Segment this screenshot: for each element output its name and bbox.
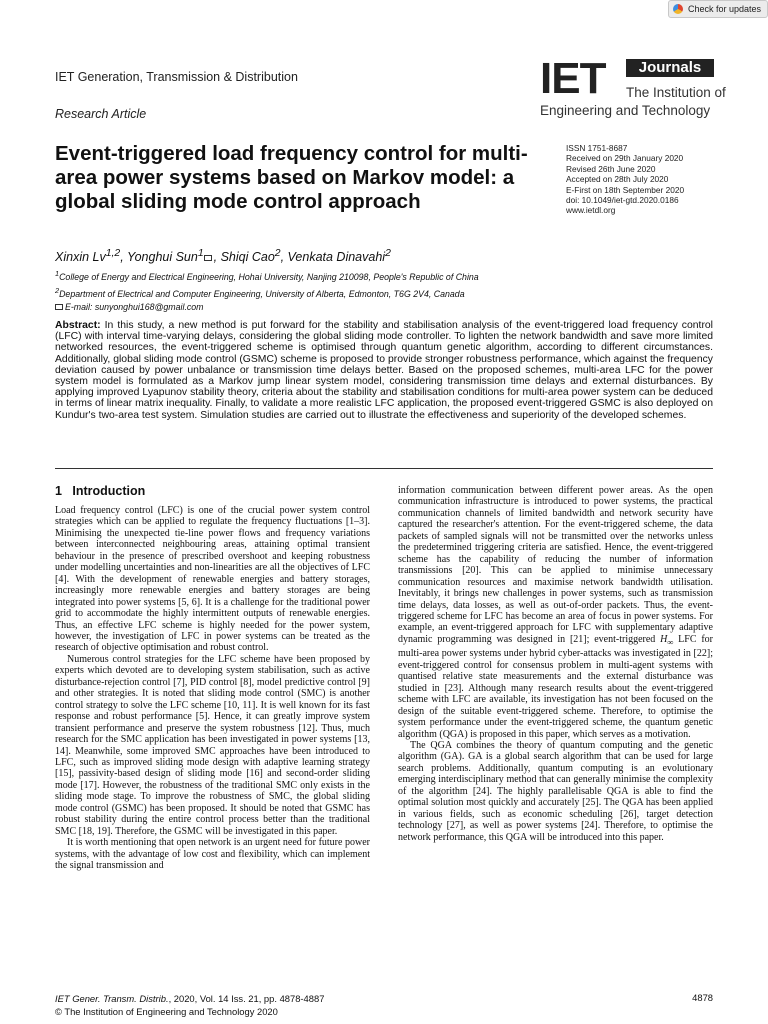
divider xyxy=(55,468,713,469)
body-column-right xyxy=(398,485,713,843)
author-affiliation-mark: 1,2 xyxy=(105,248,121,259)
section-title: Introduction xyxy=(72,484,146,498)
received-date: Received on 29th January 2020 xyxy=(566,153,684,164)
affiliations xyxy=(55,267,479,314)
check-for-updates-badge[interactable] xyxy=(668,0,768,18)
affiliation-mark: 1 xyxy=(55,269,60,278)
email[interactable]: E-mail: sunyonghui168@gmail.com xyxy=(65,301,204,312)
section-number: 1 xyxy=(55,484,62,498)
paragraph xyxy=(398,485,713,740)
affiliation-1: College of Energy and Electrical Engineering, Hohai University, Nanjing 210098, People's Republic of China xyxy=(59,271,479,282)
paragraph: Load frequency control (LFC) is one of the crucial power system control strategies which can be applied to regulate the frequency fluctuations [1–3]. Minimising the unexpected tie-line power flows and frequency variations between interconnected neighbouring areas, attaining optimal transient behaviour in the presence of prescribed overshoot and keeping robustness under modelling uncertainties and non-linearities are all the objectives of LFC [4]. With the development of renewable energies and battery storages, increasingly more renewable energies and battery storages are being integrated into power systems [5, 6]. It is a challenge for the traditional power grid to accommodate the highly intermittent outputs of renewable energies. Thus, an effective LFC scheme is highly needed for the power system, however, the investigation of LFC in power systems can be treated as the research of objective optimisation and robust control. xyxy=(55,505,370,654)
logo-journals-text: Journals xyxy=(626,59,714,77)
logo-institution-line2: Engineering and Technology xyxy=(540,103,711,118)
doi[interactable]: doi: 10.1049/iet-gtd.2020.0186 xyxy=(566,195,679,206)
affiliation-2: Department of Electrical and Computer Engineering, University of Alberta, Edmonton, T6G 2V4, Canada xyxy=(59,288,465,299)
abstract xyxy=(55,320,713,421)
abstract-text: In this study, a new method is put forward for the stability and stabilisation analysis of the event-triggered load frequency control (LFC) with interval time-varying delays, considering the global sliding mode controller. To lighten the network bandwidth and save more limited networked resources, the event-triggered scheme is optimised through quantum genetic algorithm, according to different circumstances. Additionally, global sliding mode control (GSMC) scheme is proposed to provide stronger robustness performance, which against the frequency deviation caused by power unbalance or transmission time delays better. Based on the proposed schemes, multi-area LFC for the power system model is formulated as a Markov jump linear system model, considering transmission time delays and external disturbances. By applying improved Lyapunov stability theory, criteria about the stability and stabilisation conditions for multi-area power system can be deduced in terms of linear matrix inequality. Finally, to validate a more realistic LFC application, the proposed event-triggered GSMC is also deployed on Kundur's two-area test system. Simulation studies are carried out to illustrate the effectiveness and superiority of the developed schemes. xyxy=(55,320,713,421)
paragraph: The QGA combines the theory of quantum computing and the genetic algorithm (GA). GA is a global search algorithm that can be used for large search problems. Additionally, quantum computing is an evolutionary emerging interdisciplinary method that can generally minimise the complexity of the algorithm [24]. The highly parallelisable QGA is able to find the optimal solution most quickly and accurately [25]. The QGA has been applied in various fields, such as economic scheduling [26], target detection technology [27], as well as power systems [24]. Therefore, to optimise the network performance, this QGA will be introduced into this paper. xyxy=(398,739,713,843)
paragraph-text: information communication between different power areas. As the open communication infrastructure is introduced to power systems, the practical communication channels of limited bandwidth and network security have captured the researcher's attention. For the event-triggered scheme, the data packets of sampled signals will not be transmitted over the networks unless the predetermined triggering criteria are satisfied. Hence, the event-triggered scheme has the capability of reducing the number of information transmissions [20]. This can be applied to minimise unnecessary communication resources and maximise network bandwidth utilisation. Inevitably, it brings new challenges in power systems, such as transmission time delays, data losses, as well as out-of-order packets. Thus, the event-triggered scheme for LFC has become an area of focus in power systems. For example, an event-triggered approach for LFC with supplementary adaptive dynamic programming was designed in [21]; event-triggered xyxy=(398,485,713,645)
mail-icon xyxy=(55,304,63,310)
logo-iet-text: IET xyxy=(540,54,606,103)
copyright: © The Institution of Engineering and Technology 2020 xyxy=(55,1006,278,1017)
author-affiliation-mark: 1 xyxy=(197,248,204,259)
check-for-updates-label: Check for updates xyxy=(688,4,762,14)
author-name: Yonghui Sun xyxy=(126,250,198,265)
crossmark-icon xyxy=(673,4,683,14)
page-number: 4878 xyxy=(692,992,713,1003)
issn: ISSN 1751-8687 xyxy=(566,143,628,153)
author-affiliation-mark: 2 xyxy=(385,248,391,259)
body-column-left xyxy=(55,505,370,872)
author-name: Shiqi Cao xyxy=(220,250,275,265)
paragraph: Numerous control strategies for the LFC scheme have been proposed by experts which devoted are to developing system stabilisation, such as active disturbance-rejection control [7], PID control [8], model predictive control [9] and other strategies. It is noted that sliding mode control (SMC) is another control strategy to solve the LFC scheme [10, 11]. It is well known for its fast response and robust performance [5]. Hence, it can greatly improve system transient performance and preserve the system robustness [12]. Thus, much research for the SMC application has been investigated in power systems [13, 14]. Meanwhile, some improved SMC approaches have been introduced to LFC, such as improved sliding mode design with adaptive learning strategy [15], passivity-based design of sliding mode [16] and second-order sliding mode [17]. However, the robustness of the traditional SMC only exists in the sliding mode stage. To improve the robustness of SMC, the global sliding mode control (GSMC) has been proposed. It should be noted that GSMC has robust stability during the entire control process better than the traditional SMC [18, 19]. Therefore, the GSMC will be investigated in this paper. xyxy=(55,653,370,837)
author-name: Venkata Dinavahi xyxy=(287,250,386,265)
citation-journal: IET Gener. Transm. Distrib. xyxy=(55,993,169,1004)
accepted-date: Accepted on 28th July 2020 xyxy=(566,174,669,185)
affiliation-mark: 2 xyxy=(55,285,60,295)
author-affiliation-mark: 2 xyxy=(274,248,281,259)
paragraph-text: LFC for multi-area power systems under hybrid cyber-attacks was investigated in [22]; event-triggered control for consensus problem in multi-agent systems with quantised relative state measurements and the external disturbance was studied in [23]. Although many research results about the event-triggered scheme with LFC are available, its investigation has not been focused on the design of the suitable event-triggered scheme. Therefore, to optimise the system performance under the event-triggered scheme, the quantum genetic algorithm (QGA) is proposed in this paper, which serves as a motivation. xyxy=(398,633,714,740)
website-link[interactable]: www.ietdl.org xyxy=(566,205,616,216)
revised-date: Revised 26th June 2020 xyxy=(566,163,656,174)
author-name: Xinxin Lv xyxy=(55,250,106,265)
citation-details: , 2020, Vol. 14 Iss. 21, pp. 4878-4887 xyxy=(168,993,325,1004)
journal-name: IET Generation, Transmission & Distribution xyxy=(55,70,298,84)
author-list: Xinxin Lv$^{1,2}$, Yonghui Sun$^1$ , Shiqi Cao$^2$, Venkata Dinavahi$^2$ xyxy=(55,248,391,265)
section-heading xyxy=(55,484,145,498)
paper-title: Event-triggered load frequency control for multi-area power systems based on Markov model: a global sliding mode control approach xyxy=(55,142,528,213)
h-infinity-symbol: $H_\infty$ xyxy=(660,633,674,647)
logo-institution-line1: The Institution of xyxy=(626,85,726,100)
abstract-label: Abstract: xyxy=(55,320,101,331)
article-type: Research Article xyxy=(55,107,147,121)
efirst-date: E-First on 18th September 2020 xyxy=(566,184,685,195)
corresponding-mail-icon xyxy=(204,255,212,261)
iet-logo xyxy=(540,54,726,125)
paragraph: It is worth mentioning that open network is an urgent need for future power systems, with the advantage of low cost and flexibility, which can implement the signal transmission and xyxy=(55,837,370,872)
article-metadata xyxy=(566,143,756,216)
footer-citation xyxy=(55,992,324,1018)
